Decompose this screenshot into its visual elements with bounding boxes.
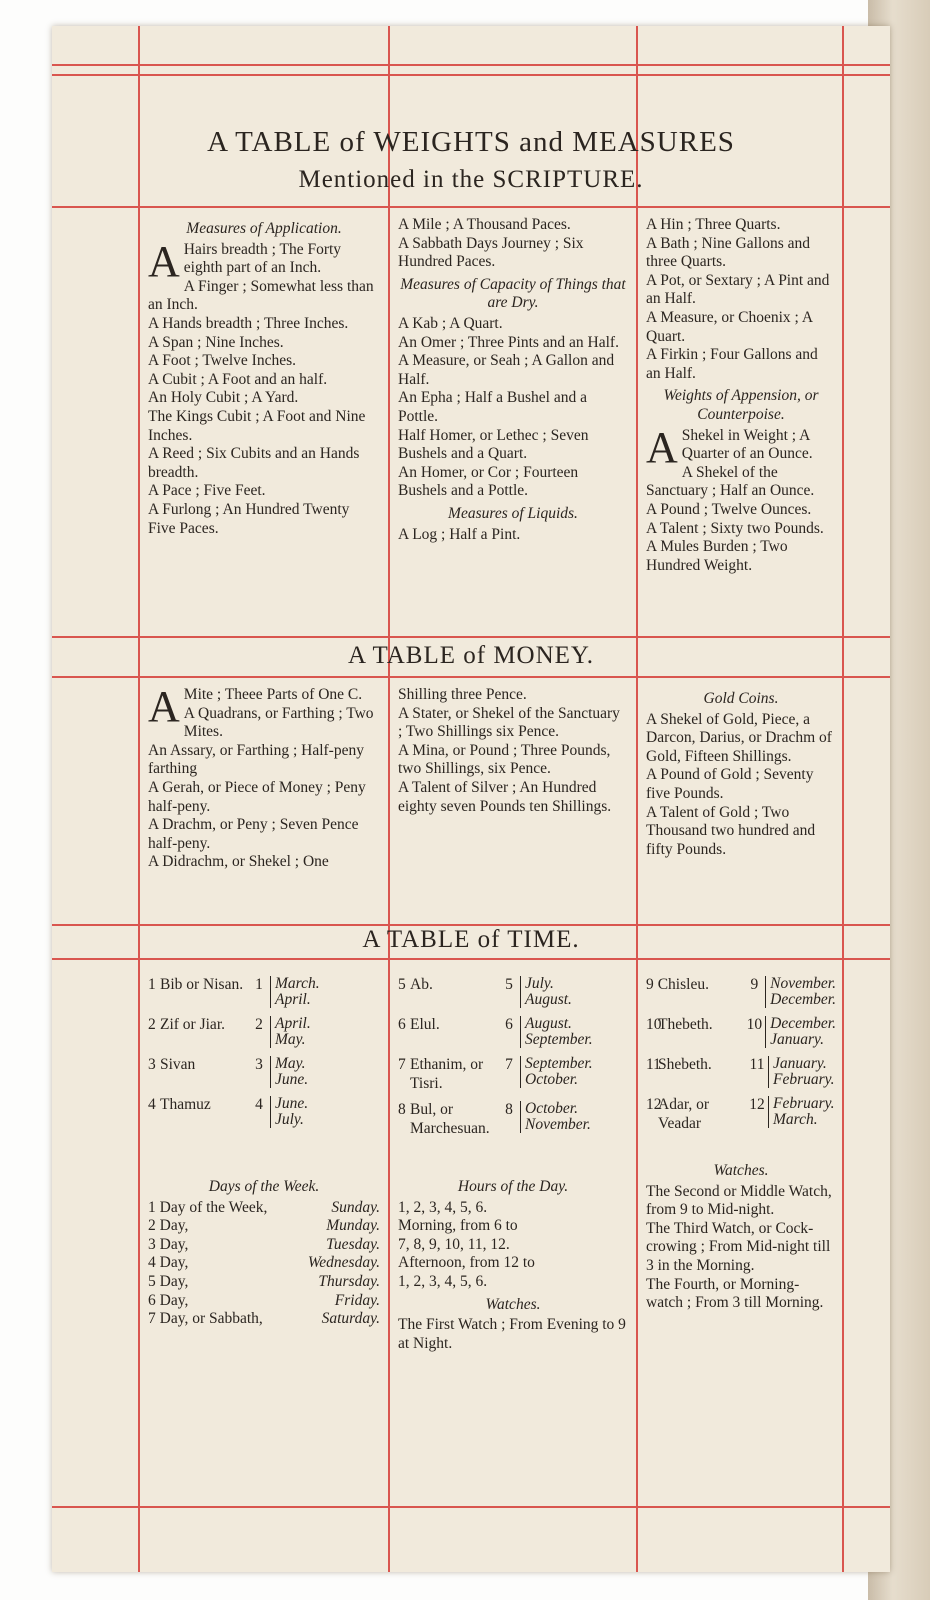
roman-month: March. — [773, 1111, 818, 1128]
rule-money-top — [52, 636, 890, 638]
days-col — [148, 1174, 380, 1329]
section-heading: Measures of Application. — [186, 220, 342, 237]
month-row — [148, 1056, 380, 1088]
entry: A Gerah, or Piece of Money ; Peny half-peny. — [148, 778, 366, 815]
entry: A Firkin ; Four Gallons and an Half. — [646, 346, 818, 382]
entry: A Talent ; Sixty two Pounds. — [646, 519, 824, 537]
entry: An Holy Cubit ; A Yard. — [148, 389, 299, 407]
section-heading: Measures of Liquids. — [448, 504, 578, 522]
month-row — [148, 1096, 380, 1128]
entry: A Finger ; Somewhat less than an Inch. — [148, 277, 374, 314]
entry: A Quadrans, or Farthing ; Two Mites. — [183, 704, 374, 741]
section-heading: Gold Coins. — [703, 690, 779, 707]
month-row — [398, 1016, 628, 1048]
entry: 1, 2, 3, 4, 5, 6. — [398, 1198, 488, 1216]
roman-month: February. — [773, 1071, 835, 1088]
rule-bottom — [52, 1506, 890, 1508]
weekday-name: Saturday. — [321, 1310, 380, 1328]
entry: A Pace ; Five Feet. — [148, 482, 266, 500]
month-name: Zif or Jiar. — [160, 1016, 225, 1033]
month-row — [148, 1016, 380, 1048]
rule-money-header — [52, 676, 890, 678]
roman-months — [270, 1096, 308, 1128]
entry: An Epha ; Half a Bushel and a Pottle. — [398, 389, 587, 425]
month-row — [148, 976, 380, 1008]
entry: An Omer ; Three Pints and an Half. — [398, 333, 619, 351]
weekday-label: 5 Day, — [148, 1272, 189, 1290]
months-col-1 — [148, 976, 380, 1136]
rule-left — [138, 26, 140, 1572]
month-number-2: 10 — [746, 1016, 763, 1033]
page-subtitle: Mentioned in the SCRIPTURE. — [298, 166, 644, 193]
weekday-row — [148, 1292, 380, 1311]
entry: A Shekel of the Sanctuary ; Half an Ounce. — [646, 463, 815, 500]
entry: A Measure, or Seah ; A Gallon and Half. — [398, 352, 615, 388]
entry: The Fourth, or Morning-watch ; From 3 till Morning. — [646, 1275, 824, 1312]
roman-months — [520, 976, 572, 1008]
entry: A Measure, or Choenix ; A Quart. — [646, 308, 813, 345]
entry: An Assary, or Farthing ; Half-peny farthing — [148, 741, 364, 778]
month-row — [646, 976, 836, 1008]
money-col-1 — [148, 682, 380, 872]
section-heading: Watches. — [485, 1295, 541, 1313]
month-row — [398, 976, 628, 1008]
roman-month: November. — [525, 1116, 591, 1134]
roman-month: March. — [275, 975, 320, 992]
section-heading: Measures of Capacity of Things that are Dry. — [400, 275, 626, 312]
entry: A Pound of Gold ; Seventy five Pounds. — [646, 766, 814, 802]
month-number-2: 1 — [255, 976, 263, 993]
month-number-2: 5 — [505, 976, 513, 993]
entry: A Cubit ; A Foot and an half. — [148, 370, 328, 388]
entry: Shilling three Pence. — [398, 686, 527, 703]
month-number: 11 — [646, 1056, 661, 1073]
roman-month: April. — [275, 1015, 311, 1032]
roman-months — [270, 1056, 308, 1088]
month-name: Sivan — [160, 1056, 196, 1073]
roman-month: December. — [770, 991, 836, 1008]
roman-month: July. — [275, 1111, 304, 1128]
weekday-name: Friday. — [334, 1291, 380, 1309]
month-number-2: 11 — [749, 1056, 765, 1073]
roman-month: January. — [770, 1031, 824, 1048]
month-row — [646, 1016, 836, 1048]
roman-months — [768, 1056, 835, 1088]
month-number: 2 — [148, 1016, 156, 1033]
entry: A Reed ; Six Cubits and an Hands breadth. — [148, 445, 360, 481]
drop-cap: A — [148, 682, 180, 731]
rule-top-inner — [52, 74, 890, 76]
weekday-label: 1 Day of the Week, — [148, 1198, 268, 1216]
month-name: Ethanim, or Tisri. — [410, 1056, 484, 1092]
weekday-label: 4 Day, — [148, 1254, 189, 1272]
hours-col — [398, 1174, 628, 1353]
month-number-2: 12 — [749, 1096, 765, 1113]
entry: The Second or Middle Watch, from 9 to Mid-night. — [646, 1182, 832, 1219]
entry: A Hands breadth ; Three Inches. — [148, 314, 349, 332]
roman-month: November. — [770, 975, 836, 992]
month-number-2: 3 — [255, 1056, 263, 1073]
month-name: Elul. — [410, 1016, 440, 1033]
weekday-name: Wednesday. — [307, 1254, 380, 1272]
roman-month: July. — [525, 975, 554, 992]
rule-col-2 — [636, 26, 638, 1572]
weekday-row — [148, 1217, 380, 1236]
watches-col — [646, 1158, 836, 1313]
roman-months — [520, 1101, 591, 1133]
roman-month: September. — [525, 1055, 593, 1072]
month-name: Thebeth. — [658, 1016, 713, 1033]
month-number: 10 — [646, 1016, 662, 1033]
month-name: Bib or Nisan. — [160, 976, 244, 993]
weekday-row — [148, 1310, 380, 1329]
drop-cap: A — [646, 422, 678, 472]
weights-col-2 — [398, 216, 628, 544]
entry: 1, 2, 3, 4, 5, 6. — [398, 1272, 488, 1290]
entry: A Hin ; Three Quarts. — [646, 216, 781, 233]
entry: The Third Watch, or Cock-crowing ; From Mid-night till 3 in the Morning. — [646, 1219, 831, 1274]
drop-cap: A — [148, 236, 180, 286]
roman-month: June. — [275, 1095, 309, 1112]
weekday-row — [148, 1236, 380, 1255]
entry: A Mules Burden ; Two Hundred Weight. — [646, 538, 788, 574]
entry: A Log ; Half a Pint. — [398, 525, 521, 543]
entry: A Talent of Gold ; Two Thousand two hundred and fifty Pounds. — [646, 803, 816, 858]
weekday-row — [148, 1254, 380, 1273]
month-number: 9 — [646, 976, 654, 993]
entry: A Sabbath Days Journey ; Six Hundred Paces. — [398, 234, 584, 271]
month-number-2: 4 — [255, 1096, 263, 1113]
entry: A Drachm, or Peny ; Seven Pence half-peny. — [148, 816, 359, 852]
month-number: 4 — [148, 1096, 156, 1113]
entry: A Hairs breadth ; The Forty eighth part of an Inch. — [148, 236, 342, 286]
entry: A Pot, or Sextary ; A Pint and an Half. — [646, 271, 830, 308]
month-number-2: 7 — [505, 1056, 513, 1073]
month-number: 3 — [148, 1056, 156, 1073]
entry: The Kings Cubit ; A Foot and Nine Inches. — [148, 407, 366, 444]
months-col-2 — [398, 976, 628, 1146]
weekday-label: 6 Day, — [148, 1291, 189, 1309]
entry: A Pound ; Twelve Ounces. — [646, 500, 812, 518]
entry: Half Homer, or Lethec ; Seven Bushels and a Quart. — [398, 426, 589, 463]
roman-month: January. — [773, 1055, 827, 1072]
weekday-name: Thursday. — [318, 1272, 380, 1290]
rule-time-header — [52, 958, 890, 960]
section-heading: Days of the Week. — [208, 1178, 320, 1195]
month-name: Ab. — [410, 976, 433, 993]
entry: A Foot ; Twelve Inches. — [148, 352, 297, 370]
weekday-name: Tuesday. — [326, 1235, 380, 1253]
month-name: Bul, or Marchesuan. — [410, 1101, 490, 1137]
money-title: A TABLE of MONEY. — [347, 642, 595, 669]
month-number-2: 8 — [505, 1101, 513, 1119]
roman-months — [520, 1016, 593, 1048]
month-name: Adar, or Veadar — [658, 1096, 710, 1132]
entry: A Span ; Nine Inches. — [148, 333, 284, 351]
roman-month: February. — [773, 1095, 835, 1112]
roman-month: December. — [770, 1015, 836, 1032]
entry: A Mile ; A Thousand Paces. — [398, 216, 571, 233]
weekday-label: 7 Day, or Sabbath, — [148, 1310, 263, 1328]
month-row — [398, 1101, 628, 1138]
entry: A Kab ; A Quart. — [398, 314, 503, 332]
month-number: 12 — [646, 1096, 662, 1113]
weekday-label: 2 Day, — [148, 1217, 189, 1235]
section-heading: Hours of the Day. — [457, 1178, 569, 1195]
page-title: A TABLE of WEIGHTS and MEASURES — [207, 126, 735, 158]
month-number: 6 — [398, 1016, 406, 1033]
entry: The First Watch ; From Evening to 9 at Night. — [398, 1316, 626, 1352]
roman-months — [270, 976, 320, 1008]
roman-month: September. — [525, 1031, 593, 1048]
rule-right — [842, 26, 844, 1572]
weights-col-3 — [646, 216, 836, 575]
roman-months — [765, 1016, 836, 1048]
roman-months — [765, 976, 836, 1008]
entry: A Didrachm, or Shekel ; One — [148, 853, 329, 871]
roman-month: May. — [275, 1055, 306, 1072]
roman-months — [768, 1096, 835, 1128]
roman-month: August. — [525, 1015, 572, 1032]
book-page — [52, 26, 890, 1572]
entry: A Talent of Silver ; An Hundred eighty seven Pounds ten Shillings. — [398, 778, 612, 815]
month-row — [646, 1096, 836, 1133]
entry: Morning, from 6 to — [398, 1217, 518, 1235]
money-col-2 — [398, 686, 628, 816]
weights-col-1 — [148, 216, 380, 538]
weekday-name: Sunday. — [331, 1198, 380, 1216]
entry: A Shekel in Weight ; A Quarter of an Ounce. — [646, 422, 813, 472]
month-number: 1 — [148, 976, 156, 993]
money-col-3 — [646, 686, 836, 859]
roman-month: May. — [275, 1031, 306, 1048]
roman-month: October. — [525, 1071, 578, 1088]
weekday-row — [148, 1273, 380, 1292]
roman-months — [270, 1016, 311, 1048]
entry: An Homer, or Cor ; Fourteen Bushels and a Pottle. — [398, 463, 579, 500]
month-number-2: 6 — [505, 1016, 513, 1033]
weekday-row — [148, 1199, 380, 1218]
roman-months — [520, 1056, 593, 1088]
weekday-label: 3 Day, — [148, 1235, 189, 1253]
rule-weights-top — [52, 206, 890, 208]
month-name: Thamuz — [160, 1096, 211, 1113]
month-number: 8 — [398, 1101, 406, 1119]
month-number-2: 9 — [750, 976, 759, 993]
entry: A Bath ; Nine Gallons and three Quarts. — [646, 234, 811, 271]
entry: A Mina, or Pound ; Three Pounds, two Shillings, six Pence. — [398, 741, 611, 778]
weekday-name: Munday. — [326, 1217, 380, 1235]
months-col-3 — [646, 976, 836, 1141]
entry: A Stater, or Shekel of the Sanctuary ; Two Shillings six Pence. — [398, 704, 620, 741]
entry: Afternoon, from 12 to — [398, 1254, 535, 1272]
section-heading: Weights of Appension, or Counterpoise. — [663, 387, 819, 423]
section-heading: Watches. — [713, 1162, 769, 1179]
roman-month: April. — [275, 991, 311, 1008]
month-row — [398, 1056, 628, 1093]
month-number: 5 — [398, 976, 406, 993]
roman-month: June. — [275, 1071, 309, 1088]
month-number-2: 2 — [255, 1016, 263, 1033]
month-name: Shebeth. — [658, 1056, 712, 1073]
entry: A Shekel of Gold, Piece, a Darcon, Darius, or Drachm of Gold, Fifteen Shillings. — [646, 710, 832, 765]
entry: A Furlong ; An Hundred Twenty Five Paces. — [148, 500, 350, 537]
month-name: Chisleu. — [657, 976, 709, 993]
entry: 7, 8, 9, 10, 11, 12. — [398, 1235, 510, 1253]
month-number: 7 — [398, 1056, 406, 1073]
entry: A Mite ; Theee Parts of One C. — [148, 682, 363, 731]
rule-top — [52, 64, 890, 66]
time-title: A TABLE of TIME. — [362, 926, 580, 953]
roman-month: October. — [525, 1100, 578, 1118]
month-row — [646, 1056, 836, 1088]
roman-month: August. — [525, 991, 572, 1008]
rule-col-1 — [388, 26, 390, 1572]
